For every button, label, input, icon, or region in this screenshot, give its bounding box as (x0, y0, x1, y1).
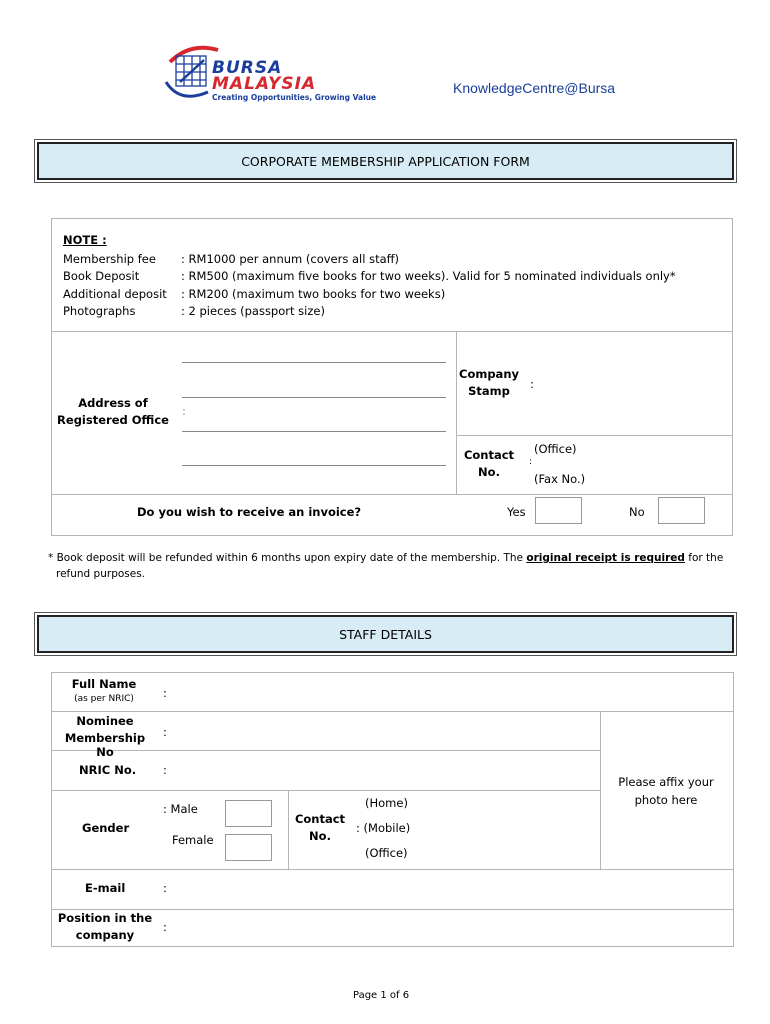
staff-contact-mobile: : (Mobile) (356, 821, 411, 835)
logo-line2: MALAYSIA (212, 74, 317, 94)
address-line-1[interactable] (182, 362, 446, 363)
staff-details-title: STAFF DETAILS (37, 615, 734, 653)
address-line-3[interactable] (182, 431, 446, 432)
staff-contact-office: (Office) (365, 846, 408, 860)
photo-placeholder: Please affix your photo here (618, 775, 714, 807)
contact-fax-label: (Fax No.) (534, 472, 586, 486)
position-colon: : (163, 920, 167, 934)
address-label: Address of Registered Office (57, 396, 169, 427)
email-label: E-mail (85, 881, 126, 895)
contact-label: Contact No. (463, 448, 515, 479)
gender-female-checkbox[interactable] (225, 834, 272, 861)
company-stamp-colon: : (530, 377, 534, 391)
gender-female-label: Female (172, 833, 214, 847)
form-title: CORPORATE MEMBERSHIP APPLICATION FORM (37, 142, 734, 180)
full-name-label: Full Name (as per NRIC) (71, 677, 137, 704)
invoice-yes-label: Yes (507, 505, 526, 519)
full-name-colon: : (163, 686, 167, 700)
contact-office-label: (Office) (534, 442, 577, 456)
email-colon: : (163, 881, 167, 895)
gender-label: Gender (82, 821, 130, 835)
note-label-book-deposit: Book Deposit (63, 269, 140, 283)
position-label: Position in the company (57, 911, 153, 942)
note-value-membership: : RM1000 per annum (covers all staff) (181, 252, 400, 266)
nominee-colon: : (163, 725, 167, 739)
page-number: Page 1 of 6 (353, 990, 410, 1001)
note-value-book-deposit: : RM500 (maximum five books for two weeks). Valid for 5 nominated individuals only* (181, 269, 676, 283)
footnote: * Book deposit will be refunded within 6 months upon expiry date of the membership. The original receipt is required for the refund purposes. (48, 552, 724, 580)
address-line-2[interactable] (182, 397, 446, 398)
staff-contact-home: (Home) (365, 796, 408, 810)
note-value-photographs: : 2 pieces (passport size) (181, 304, 325, 318)
invoice-yes-checkbox[interactable] (535, 497, 582, 524)
note-heading: NOTE : (63, 233, 107, 247)
invoice-no-label: No (629, 505, 645, 519)
address-line-4[interactable] (182, 465, 446, 466)
note-label-additional: Additional deposit (63, 287, 167, 301)
address-colon: : (182, 404, 186, 418)
gender-male-label: : Male (163, 802, 198, 816)
note-label-photographs: Photographs (63, 304, 136, 318)
staff-contact-label: Contact No. (294, 812, 346, 843)
company-stamp-label: Company Stamp (459, 367, 519, 398)
nominee-membership-label: Nominee Membership No (64, 714, 146, 759)
logo-globe-icon (160, 42, 220, 102)
nric-colon: : (163, 763, 167, 777)
logo-tagline: Creating Opportunities, Growing Value (212, 93, 377, 102)
gender-male-checkbox[interactable] (225, 800, 272, 827)
logo-line1: BURSA (212, 58, 283, 78)
contact-colon: : (529, 457, 533, 467)
invoice-question: Do you wish to receive an invoice? (137, 505, 362, 519)
note-label-membership: Membership fee (63, 252, 156, 266)
note-value-additional: : RM200 (maximum two books for two weeks) (181, 287, 446, 301)
knowledge-centre-link[interactable]: KnowledgeCentre@Bursa (453, 80, 616, 96)
nric-label: NRIC No. (79, 763, 137, 777)
bursa-logo (160, 40, 377, 104)
invoice-no-checkbox[interactable] (658, 497, 705, 524)
